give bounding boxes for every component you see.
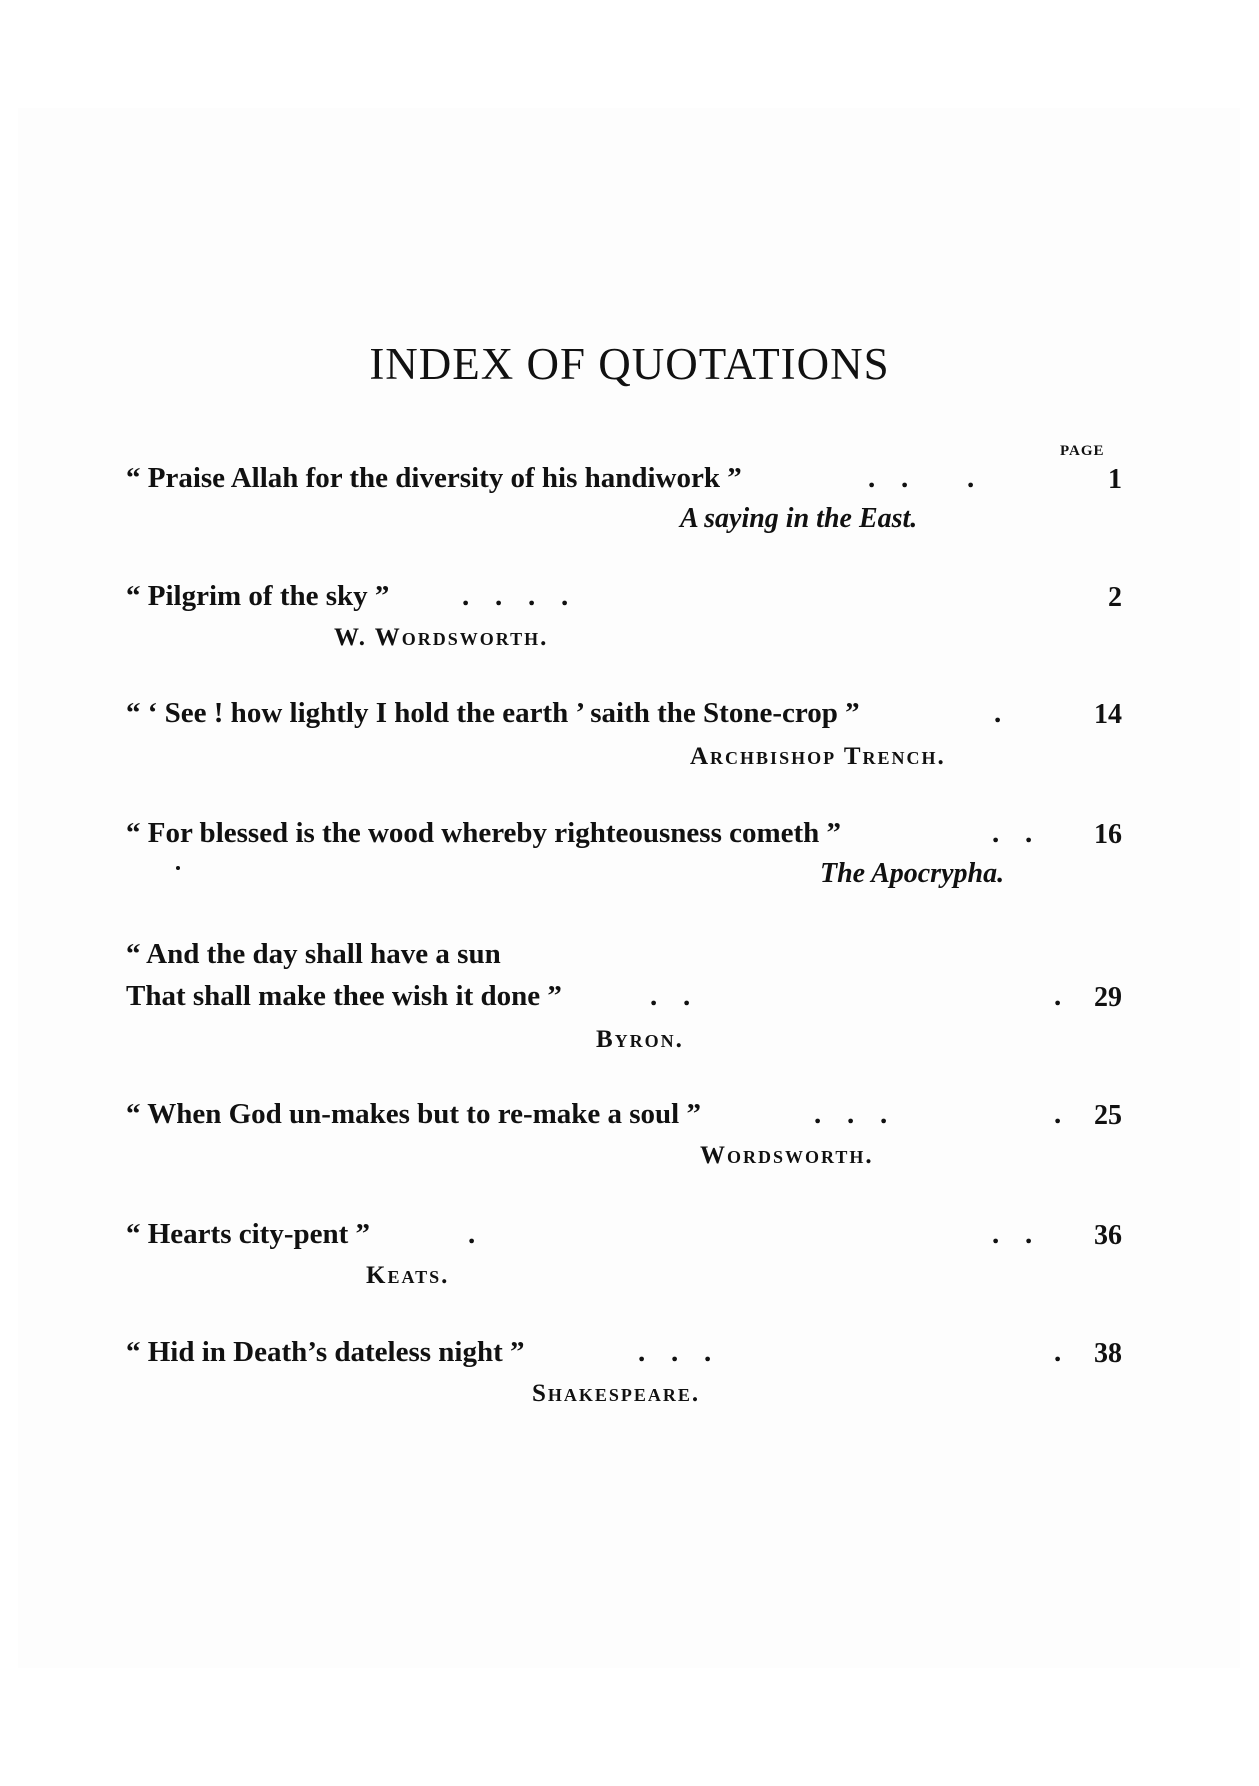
attribution: Archbishop Trench. [690, 743, 946, 770]
quotation-line: That shall make thee wish it done ” [126, 980, 562, 1012]
dot-leader-end: . [1054, 1336, 1063, 1368]
quotation-line: “ When God un-makes but to re-make a soul ” [126, 1098, 701, 1130]
quotation-line: “ Hearts city-pent ” [126, 1218, 371, 1250]
page-number: 25 [1094, 1100, 1122, 1131]
page-title: INDEX OF QUOTATIONS [369, 339, 890, 389]
attribution: W. Wordsworth. [334, 624, 549, 651]
dot-leader: . . [992, 817, 1034, 849]
quotation-line: “ For blessed is the wood whereby righteousness cometh ” [126, 817, 842, 849]
page-number: 14 [1094, 699, 1122, 730]
page-number: 2 [1108, 582, 1122, 613]
attribution: The Apocrypha. [820, 858, 1005, 889]
dot-leader-end: . [1054, 1098, 1063, 1130]
page-number: 29 [1094, 982, 1122, 1013]
quotation-line: “ Hid in Death’s dateless night ” [126, 1336, 525, 1368]
quotation-line: “ And the day shall have a sun [126, 938, 501, 970]
page-number: 36 [1094, 1220, 1122, 1251]
stray-mark [176, 866, 180, 870]
dot-leader-end: . [1054, 980, 1063, 1012]
page-number: 38 [1094, 1338, 1122, 1369]
quotation-line: “ Pilgrim of the sky ” [126, 580, 390, 612]
attribution: Keats. [366, 1262, 450, 1289]
dot-leader: . . . . [462, 580, 570, 612]
dot-leader: . [468, 1218, 477, 1250]
dot-leader: . . . [814, 1098, 889, 1130]
dot-leader: . . . [868, 462, 976, 494]
page-number: 16 [1094, 819, 1122, 850]
dot-leader-end: . . [992, 1218, 1034, 1250]
page-number: 1 [1108, 464, 1122, 495]
dot-leader: . [994, 697, 1003, 729]
attribution: A saying in the East. [680, 503, 918, 534]
attribution: Byron. [596, 1026, 684, 1053]
attribution: Shakespeare. [532, 1380, 701, 1407]
quotation-line: “ ‘ See ! how lightly I hold the earth ’ saith the Stone-crop ” [126, 697, 860, 729]
page-column-label: PAGE [1060, 443, 1105, 459]
dot-leader: . . [650, 980, 692, 1012]
dot-leader: . . . [638, 1336, 713, 1368]
quotation-line: “ Praise Allah for the diversity of his handiwork ” [126, 462, 742, 494]
attribution: Wordsworth. [700, 1142, 874, 1169]
